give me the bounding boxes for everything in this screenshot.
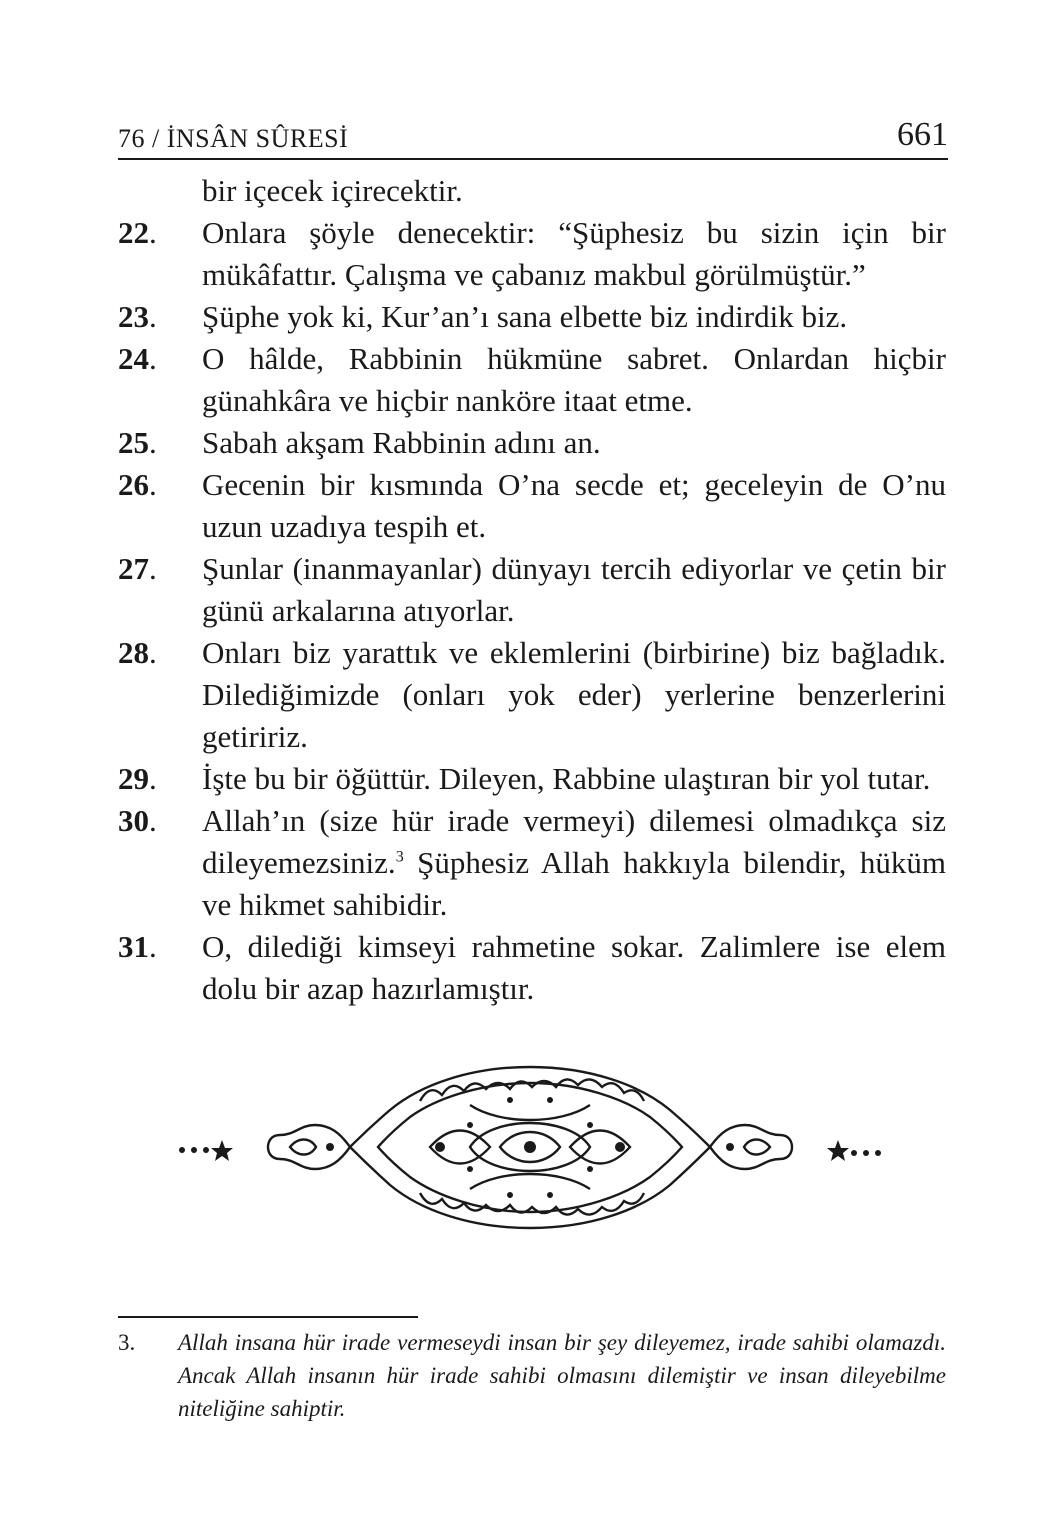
page-number: 661 (897, 116, 948, 153)
verse-text: Şüphe yok ki, Kur’an’ı sana elbette biz indirdik biz. (202, 299, 848, 334)
footnote-ref: 3 (395, 848, 404, 866)
continuation-text: bir içecek içirecektir. (202, 173, 463, 208)
verse-25 (118, 422, 946, 464)
verse-number: 31. (118, 929, 157, 964)
verse-text: Onlara şöyle denecektir: “Şüphesiz bu sizin için bir mükâfattır. Çalışma ve çabanız makbul görülmüştür.” (202, 215, 946, 292)
verse-26 (118, 464, 946, 548)
verse-number: 26. (118, 467, 157, 502)
verse-text: O hâlde, Rabbinin hükmüne sabret. Onlardan hiçbir günahkâra ve hiçbir nankörе itaat etme. (202, 341, 946, 418)
footnote-number: 3. (118, 1330, 136, 1355)
verse-number: 27. (118, 551, 157, 586)
verse-number: 23. (118, 299, 157, 334)
verse-number: 25. (118, 425, 157, 460)
verse-28 (118, 632, 946, 758)
verse-text: İşte bu bir öğüttür. Dileyen, Rabbine ulaştıran bir yol tutar. (202, 761, 931, 796)
verse-31 (118, 926, 946, 1010)
verse-text: Sabah akşam Rabbinin adını an. (202, 425, 601, 460)
running-title: 76 / İNSÂN SÛRESİ (118, 124, 349, 153)
verse-number: 28. (118, 635, 157, 670)
verse-27 (118, 548, 946, 632)
page-header (118, 112, 948, 160)
verse-24 (118, 338, 946, 422)
footnote-divider (118, 1316, 418, 1318)
footnote-text: Allah insana hür irade vermeseydi insan bir şey dileyemez, irade sahibi olamazdı. Ancak Allah insanın hür irade sahibi olmasını dilemiştir ve insan dileyebilme niteliğine sahiptir. (178, 1330, 946, 1421)
verse-text: Gecenin bir kısmında O’na secde et; geceleyin de O’nu uzun uzadıya tespih et. (202, 467, 946, 544)
verse-number: 22. (118, 215, 157, 250)
floral-ornament-icon (170, 1055, 890, 1240)
verse-text: Allah’ın (size hür irade vermeyi) dilemesi olmadıkça siz dileyemezsiniz.$^3$ Şüphesiz Allah hakkıyla bilendir, hüküm ve hikmet sahibidir. (202, 803, 946, 922)
verse-30 (118, 800, 946, 926)
footnote (118, 1326, 946, 1425)
verse-text: Şunlar (inanmayanlar) dünyayı tercih ediyorlar ve çetin bir günü arkalarına atıyorlar. (202, 551, 946, 628)
verse-number: 30. (118, 803, 157, 838)
verse-23 (118, 296, 946, 338)
verse-text: Onları biz yarattık ve eklemlerini (birbirine) biz bağladık. Dilediğimizde (onları yok eder) yerlerine benzerlerini getiririz. (202, 635, 946, 754)
verse-list (118, 170, 946, 1010)
verse-22 (118, 212, 946, 296)
verse-number: 24. (118, 341, 157, 376)
verse-number: 29. (118, 761, 157, 796)
verse-29 (118, 758, 946, 800)
verse-text: O, dilediği kimseyi rahmetine sokar. Zalimlere ise elem dolu bir azap hazırlamıştır. (202, 929, 946, 1006)
